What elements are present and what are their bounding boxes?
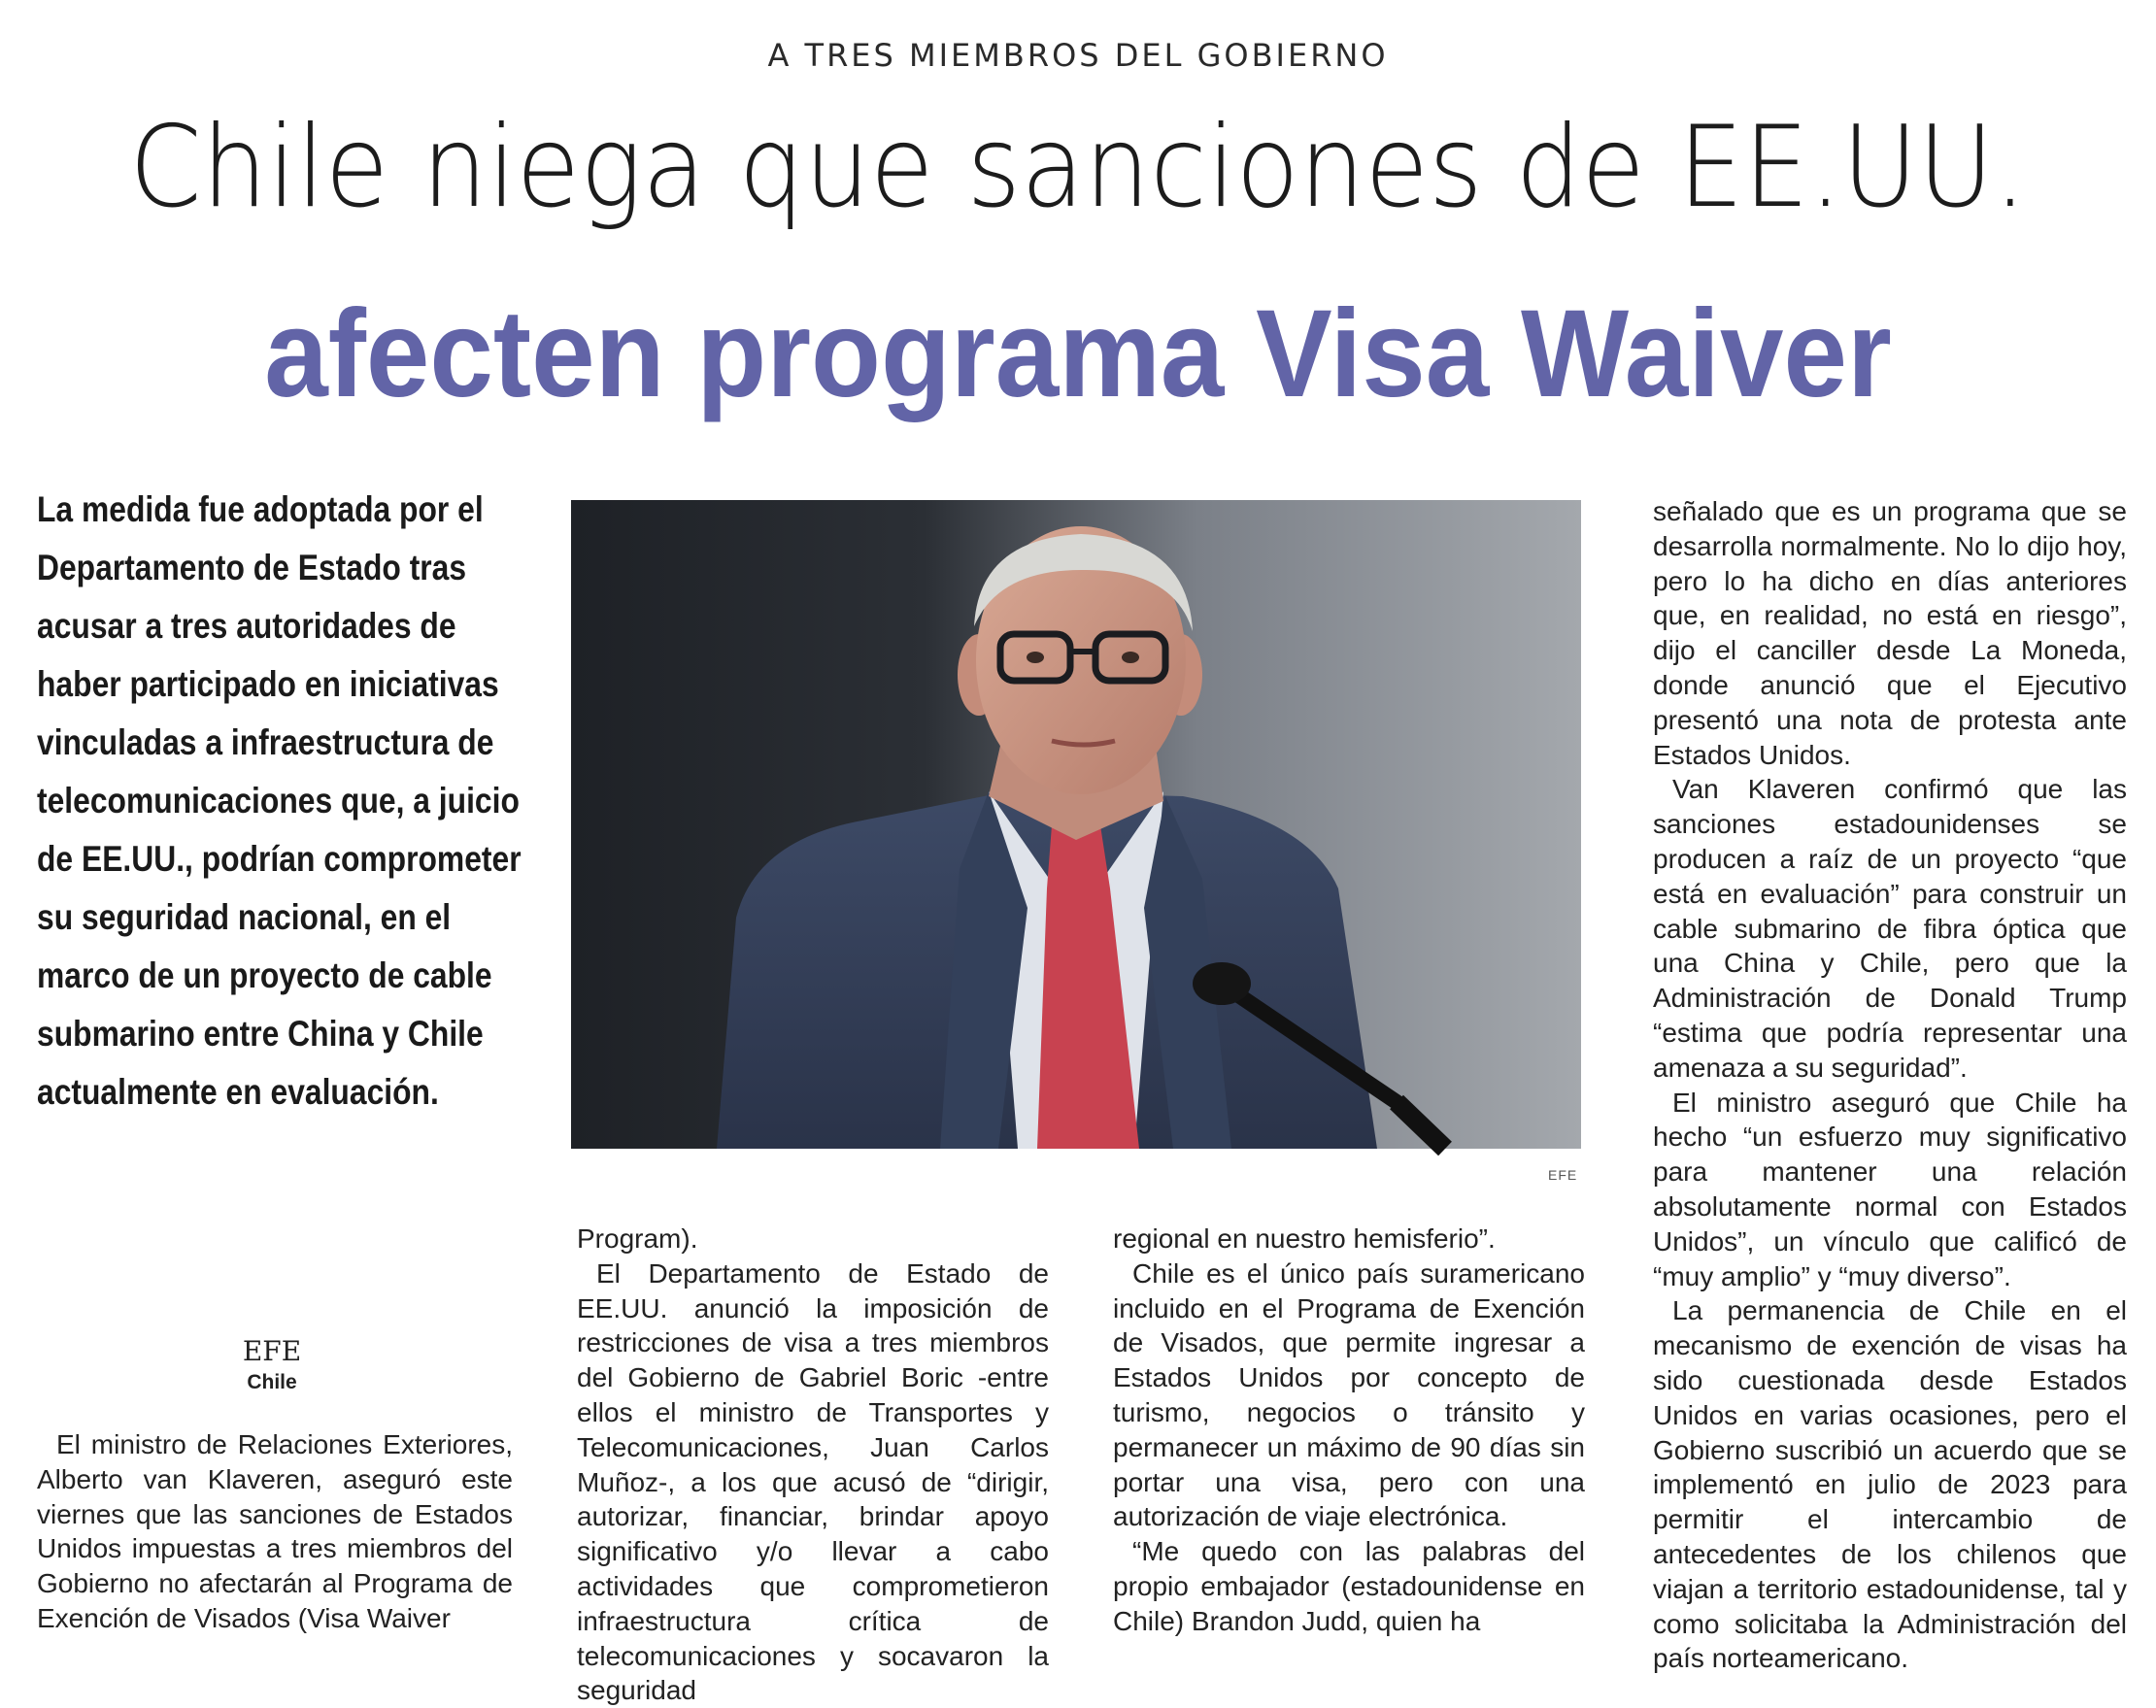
body-paragraph: regional en nuestro hemisferio”. <box>1113 1223 1496 1254</box>
headline-line-1: Chile niega que sanciones de EE.UU. <box>129 102 2027 233</box>
body-paragraph: El Departamento de Estado de EE.UU. anunció la imposición de restricciones de visa a tres miembros del Gobierno de Gabriel Boric -entre ellos el ministro de Transportes y Telecomunicaciones, Juan Carlos Muñoz-, a los que acusó de “dirigir, autorizar, financiar, brindar apoyo significativo y/o llevar a cabo actividades que comprometieron infraestructura crítica de telecomunicaciones y socavaron la seguridad <box>577 1257 1049 1706</box>
body-paragraph: Van Klaveren confirmó que las sanciones estadounidenses se producen a raíz de un proyecto “que está en evaluación” para construir un cable submarino de fibra óptica que una China y Chile, pero que la Administración de Donald Trump “estima que podría representar una amenaza a su seguridad”. <box>1653 774 2127 1083</box>
body-column-4 <box>1653 494 2127 1676</box>
photo-credit: EFE <box>1548 1167 1578 1183</box>
body-paragraph: “Me quedo con las palabras del propio embajador (estadounidense en Chile) Brandon Judd, quien ha <box>1113 1536 1585 1636</box>
body-paragraph: La permanencia de Chile en el mecanismo de exención de visas ha sido cuestionada desde Estados Unidos en varias ocasiones, pero el Gobierno suscribió un acuerdo que se implementó en julio de 2023 para permitir el intercambio de antecedentes de los chilenos que viajan a territorio estadounidense, tal y como solicitaba la Administración del país norteamericano. <box>1653 1295 2127 1674</box>
lead-paragraph: La medida fue adoptada por el Departamento de Estado tras acusar a tres autoridades de haber participado en iniciativas vinculadas a infraestructura de telecomunicaciones que, a juicio de EE.UU., podrían comprometer su seguridad nacional, en el marco de un proyecto de cable submarino entre China y Chile actualmente en evaluación. <box>37 489 522 1112</box>
body-paragraph: señalado que es un programa que se desarrolla normalmente. No lo dijo hoy, pero lo ha dicho en días anteriores que, en realidad, no está en riesgo”, dijo el canciller desde La Moneda, donde anunció que el Ejecutivo presentó una nota de protesta ante Estados Unidos. <box>1653 496 2127 770</box>
body-column-1 <box>37 1427 513 1636</box>
body-column-2 <box>577 1222 1049 1708</box>
body-paragraph: Chile es el único país suramericano incluido en el Programa de Exención de Visados, que permite ingresar a Estados Unidos por concepto de turismo, negocios o tránsito y permanecer un máximo de 90 días sin portar una visa, pero con una autorización de viaje electrónica. <box>1113 1257 1585 1532</box>
portrait-illustration <box>571 500 1581 1149</box>
body-paragraph: El ministro aseguró que Chile ha hecho “un esfuerzo muy significativo para mantener una relación absolutamente normal con Estados Unidos”, un vínculo que calificó de “muy amplio” y “muy diverso”. <box>1653 1087 2127 1291</box>
body-paragraph: El ministro de Relaciones Exteriores, Alberto van Klaveren, aseguró este viernes que las sanciones de Estados Unidos impuestas a tres miembros del Gobierno no afectarán al Programa de Exención de Visados (Visa Waiver <box>37 1429 513 1633</box>
kicker: A TRES MIEMBROS DEL GOBIERNO <box>767 37 1389 74</box>
body-column-3 <box>1113 1222 1585 1639</box>
body-paragraph: Program). <box>577 1223 698 1254</box>
byline-place: Chile <box>247 1371 297 1393</box>
news-photo <box>571 500 1581 1149</box>
byline-author: EFE <box>242 1335 302 1367</box>
headline-line-2: afecten programa Visa Waiver <box>264 285 1892 423</box>
